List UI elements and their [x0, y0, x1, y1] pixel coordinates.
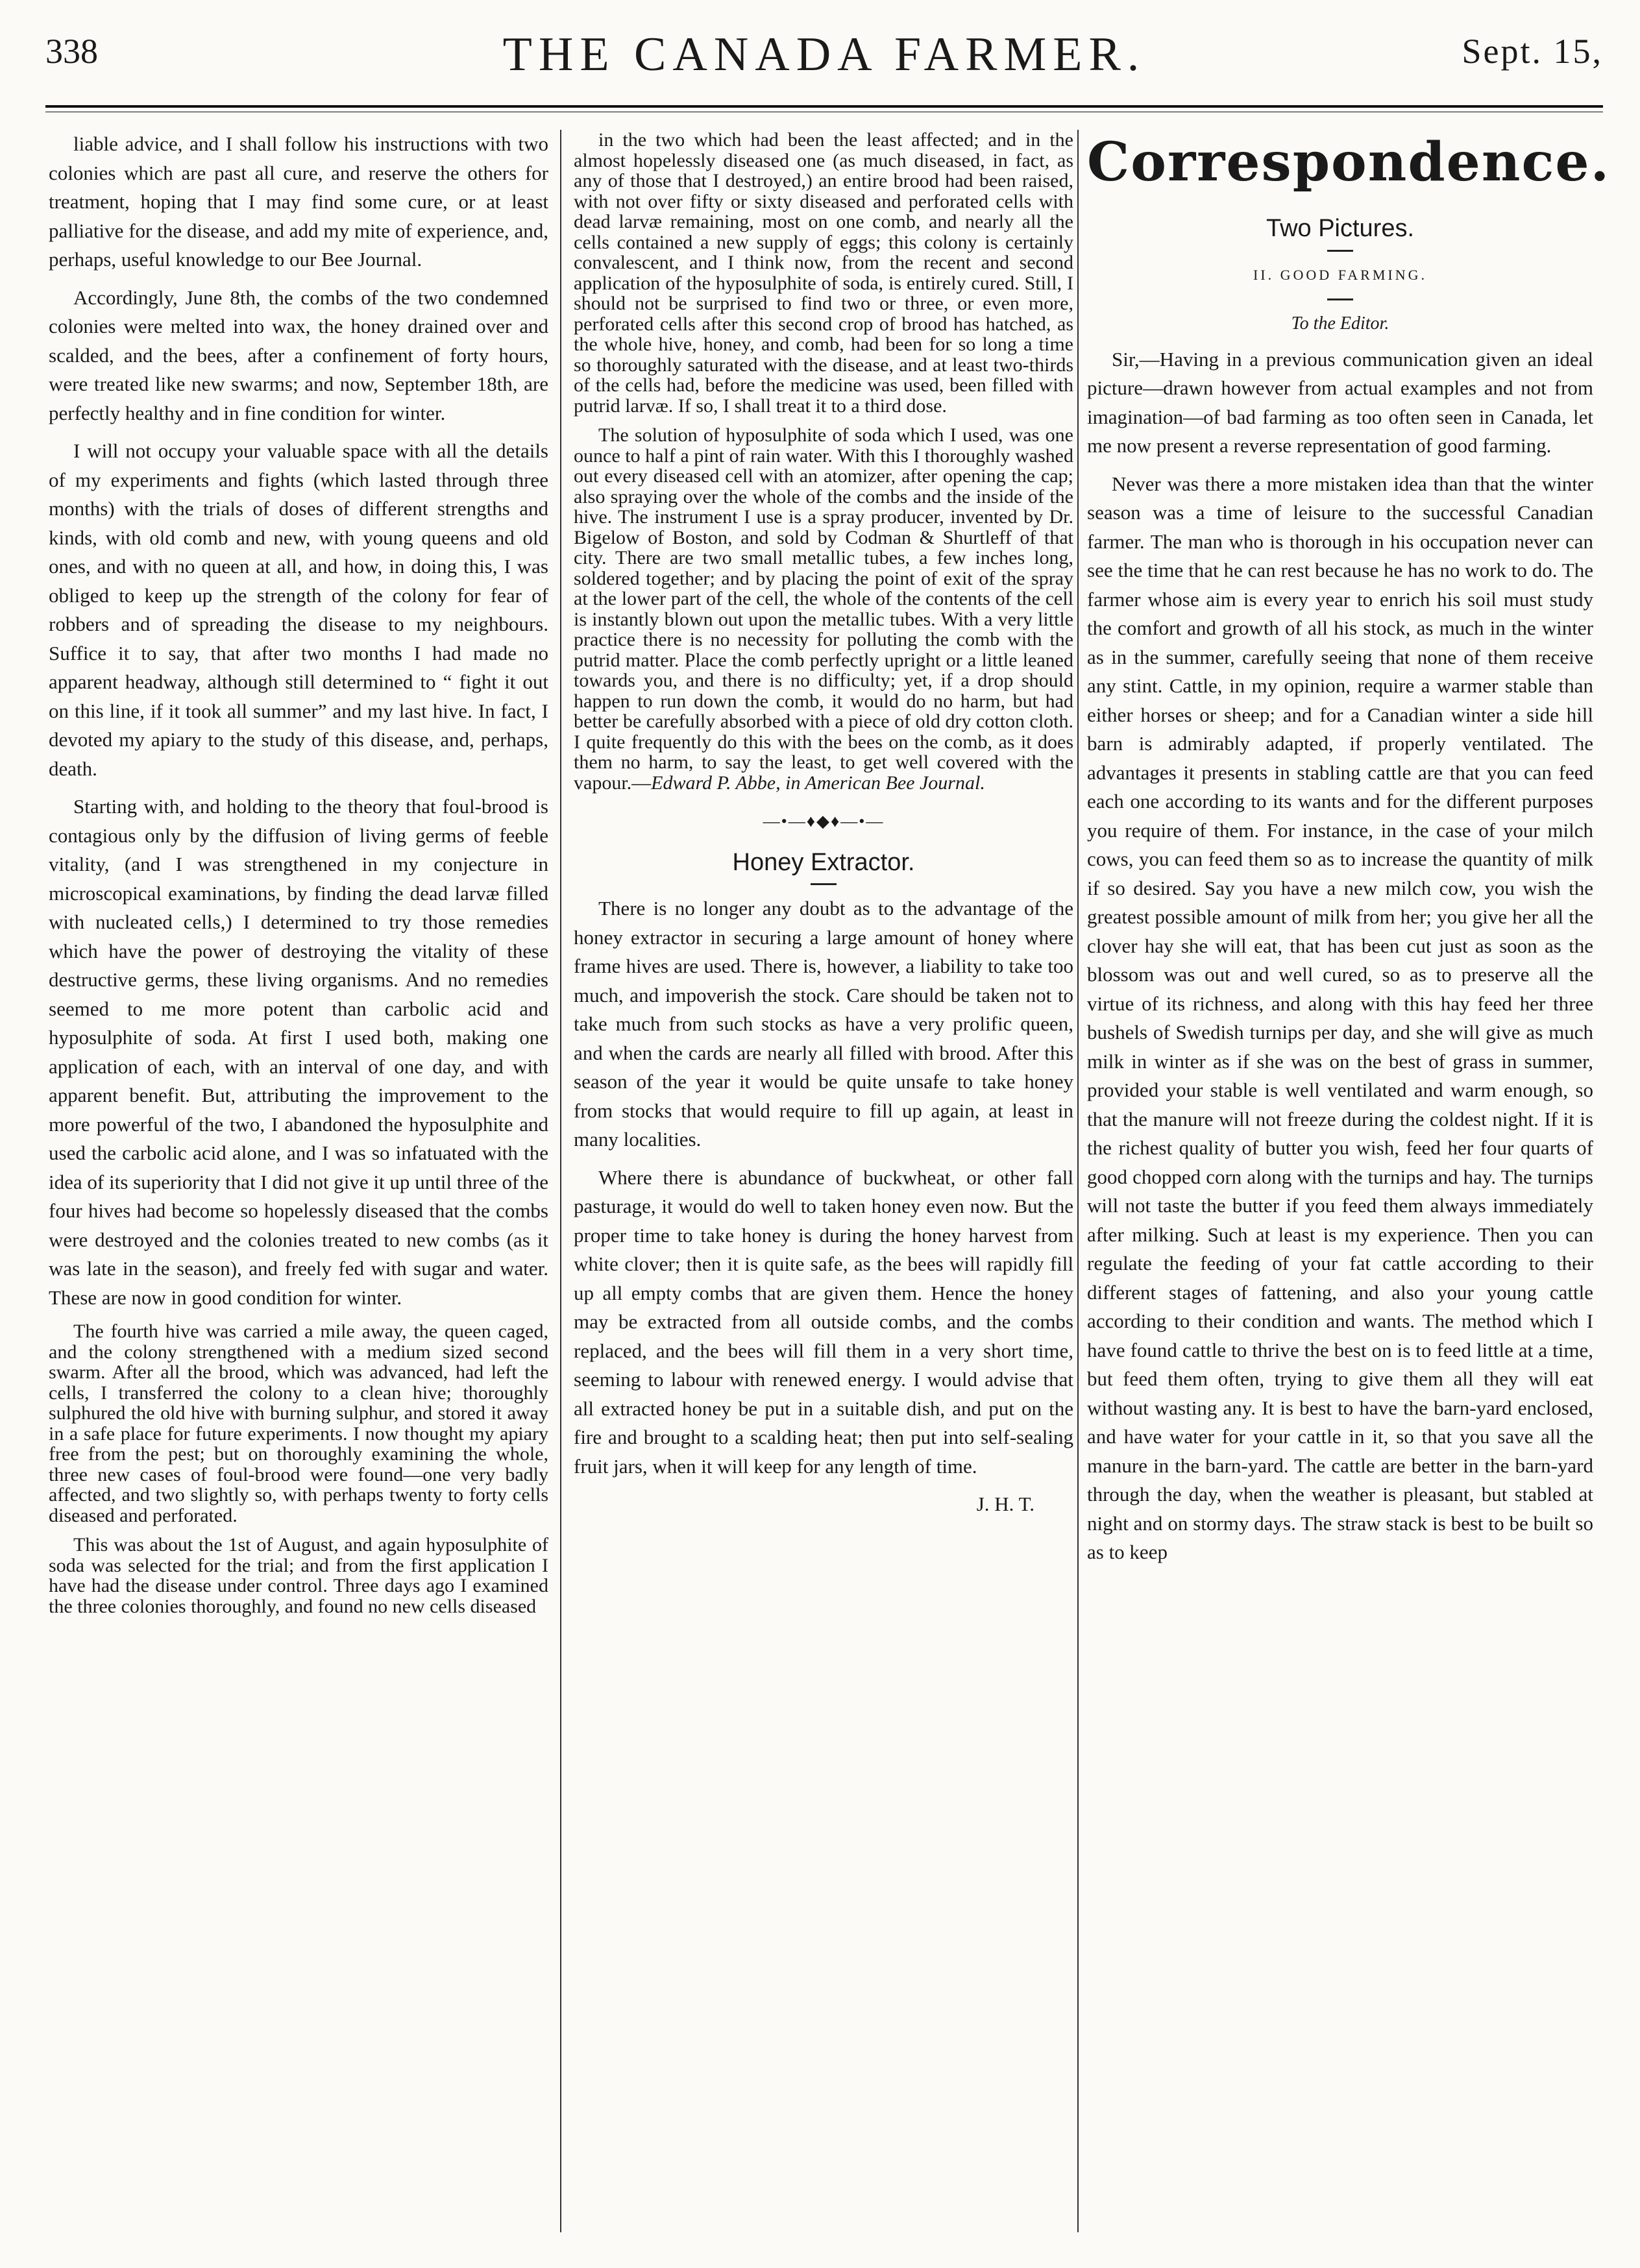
paragraph — [574, 425, 1073, 793]
column-divider — [560, 130, 561, 2232]
paragraph: There is no longer any doubt as to the advantage of the honey extractor in securing a large amount of honey where frame hives are used. There is, however, a liability to take too much, and impoverish the stock. Care should be taken not to take much from such stocks as have a very prolific queen, and when the cards are nearly all filled with brood. After this season of the year it would be quite unsafe to take honey from stocks that would require to fill up again, at least in many localities. — [574, 897, 1073, 1151]
masthead: THE CANADA FARMER. — [502, 28, 1146, 81]
paragraph: This was about the 1st of August, and again hyposulphite of soda was selected for the trial; and from the first application I have had the disease under control. Three days ago I examined the three colonies thoroughly, and found no new cells diseased — [49, 1534, 548, 1617]
paragraph: Accordingly, June 8th, the combs of the two condemned colonies were melted into wax, the honey drained over and scalded, and the bees, after a confinement of forty hours, were treated like new swarms; and now, September 18th, are perfectly healthy and in fine condition for winter. — [49, 286, 548, 424]
paragraph: The fourth hive was carried a mile away, the queen caged, and the colony strengthened with a medium sized second swarm. After all the brood, which was advanced, had left the cells, I transferred the colony to a clean hive; thoroughly sulphured the old hive with burning sulphur, and stored it away in a safe place for future experiments. I now thought my apiary free from the pest; but on thoroughly examining the whole, three new cases of foul-brood were found—one very badly affected, and two slightly so, with perhaps twenty to forty cells diseased and perforated. — [49, 1321, 548, 1526]
paragraph: liable advice, and I shall follow his instructions with two colonies which are past all cure, and reserve the others for treatment, hoping that I may find some cure, or at least palliative for the disease, and add my mite of experience, and, perhaps, useful knowledge to our Bee Journal. — [49, 132, 548, 271]
title-rule — [1327, 250, 1353, 252]
article-credit: Edward P. Abbe, in American Bee Journal. — [651, 772, 985, 794]
paragraph: Where there is abundance of buckwheat, or other fall pasturage, it would do well to taken honey even now. But the proper time to take honey is during the honey harvest from white clover; then it is quite safe, as the bees will rapidly fill up all empty combs that are given them. Hence the honey may be extracted from all outside combs, and the combs replaced, and the bees will fill them in a very short time, seeming to labour with renewed energy. I would advise that all extracted honey be put in a suitable dish, and put on the fire and brought to a scalding heat; then put into self-sealing fruit jars, when it will keep for any length of time. — [574, 1165, 1073, 1478]
column-left — [49, 130, 548, 1626]
paragraph: I will not occupy your valuable space with all the details of my experiments and fights (which lasted through three months) with the trials of doses of different strengths and kinds, with old comb and new, with young queens and old ones, and with no queen at all, and how, in doing this, I was obliged to keep up the strength of the colony for fear of robbers and of spreading the disease to my neighbours. Suffice it to say, that after two months I had made no apparent headway, although still determined to “ fight it out on this line, if it took all summer” and my last hive. In fact, I devoted my apiary to the study of this disease, and, perhaps, death. — [49, 439, 548, 780]
title-rule — [811, 883, 837, 885]
paragraph: Sir,—Having in a previous communication given an ideal picture—drawn however from actual examples and not from imagination—of bad farming as too often seen in Canada, let me now present a reverse representation of good farming. — [1087, 347, 1593, 457]
salutation: To the Editor. — [1291, 313, 1389, 334]
signature: J. H. T. — [976, 1493, 1034, 1515]
column-divider — [1077, 130, 1079, 2232]
article-title: Honey Extractor. — [732, 848, 915, 876]
paragraph: Starting with, and holding to the theory that foul-brood is contagious only by the diffusion of living germs of feeble vitality, (and I was strengthened in my conjecture in microscopical examinations, by finding the dead larvæ filled with nucleated cells,) I determined to try those remedies which have the power of destroying the vitality of these destructive germs, these living organisms. And no remedies seemed to me more potent than carbolic acid and hyposulphite of soda. At first I used both, making one application of each, with an interval of one day, and with apparent benefit. But, attributing the improvement to the more powerful of the two, I abandoned the hyposulphite and used the carbolic acid alone, and I was so infatuated with the idea of its superiority that I did not give it up until three of the four hives had become so hopelessly diseased that the combs were destroyed and the colonies treated to new combs (as it was late in the season), and freely fed with sugar and water. These are now in good condition for winter. — [49, 795, 548, 1309]
column-right — [1087, 130, 1611, 1576]
page-header — [45, 27, 1603, 86]
paragraph: Never was there a more mistaken idea than that the winter season was a time of leisure to the successful Canadian farmer. The man who is thorough in his occupation never can see the time that he can rest because he has no work to do. The farmer whose aim is every year to enrich his soil must study the comfort and growth of all his stock, as much in the winter as in the summer, carefully seeing that none of them receive any stint. Cattle, in my opinion, require a warmer stable than either horses or sheep; and for a Canadian winter a side hill barn is admirably adapted, if properly ventilated. The advantages it presents in stabling cattle are that you can feed each one according to its wants and for the different purposes you require of them. For instance, in the case of your milch cows, you can feed them so as to increase the quantity of milk if so desired. Say you have a new milch cow, you wish the greatest possible amount of milk from her; you give her all the clover hay she will eat, that has been cut just as soon as the blossom was out and well cured, so as to preserve all the virtue of its richness, and along with this hay feed her three bushels of Swedish turnips per day, and she will give as much milk in winter as if she was on the best of grass in summer, provided your stable is well ventilated and warm enough, so that the manure will not freeze during the coldest night. If it is the richest quality of butter you wish, feed her four quarts of good chopped corn along with the turnips and hay. The turnips will not taste the butter if you feed them always immediately after milking. Such at least is my experience. Then you can regulate the feeding of your fat cattle according to their different stages of fattening, and also your young cattle according to their condition and wants. The method which I have found cattle to thrive the best on is to feed little at a time, but feed them often, trying to give them all they will eat without wasting any. It is best to have the barn-yard enclosed, and have water for your cattle in it, so that you save all the manure in the barn-yard. The cattle are better in the barn-yard through the day, when the weather is pleasant, but stabled at night and on stormy days. The straw stack is best to be built so as to keep — [1087, 472, 1593, 1563]
paragraph: in the two which had been the least affected; and in the almost hopelessly diseased one (as much diseased, in fact, as any of those that I destroyed,) an entire brood had been raised, with not over fifty or sixty diseased and perforated cells with dead larvæ remaining, most on one comb, and nearly all the cells contained a new supply of eggs; this colony is certainly convalescent, and I think now, from the recent and second application of the hyposulphite of soda, is entirely cured. Still, I should not be surprised to find two or three, or even more, perforated cells after this second crop of brood has hatched, as the whole hive, honey, and comb, had been for so long a time so thoroughly saturated with the disease, and at least two-thirds of the cells had, before the medicine was used, been filled with putrid larvæ. If so, I shall treat it to a third dose. — [574, 129, 1073, 417]
article-title: Two Pictures. — [1266, 215, 1415, 242]
paragraph-text: The solution of hyposulphite of soda which I used, was one ounce to half a pint of rain water. With this I thoroughly washed out every diseased cell with an atomizer, after opening the cap; also spraying over the whole of the combs and the inside of the hive. The instrument I use is a spray producer, invented by Dr. Bigelow of Boston, and sold by Codman & Shurtleff of that city. There are two small metallic tubes, a few inches long, soldered together; and by placing the point of exit of the spray at the lower part of the cell, the whole of the contents of the cell is instantly blown out upon the metallic tubes. With a very little practice there is no necessity for polluting the comb with the putrid matter. Place the comb perfectly upright or a little leaned towards you, and there is no difficulty; yet, if a drop should happen to run down the comb, it would do no harm, but had better be carefully absorbed with a piece of old dry cotton cloth. I quite frequently do this with the bees on the comb, as it does them no harm, to say the least, to get well covered with the vapour.— — [574, 424, 1073, 794]
article-subtitle: II. GOOD FARMING. — [1253, 266, 1428, 283]
title-rule — [1327, 299, 1353, 300]
column-middle — [574, 130, 1073, 1528]
issue-date: Sept. 15, — [1462, 32, 1603, 71]
section-ornament: —•—♦◆♦—•— — [763, 812, 885, 831]
page-number: 338 — [45, 32, 98, 71]
section-heading: Correspondence. — [1087, 131, 1611, 193]
header-rule — [45, 105, 1603, 112]
